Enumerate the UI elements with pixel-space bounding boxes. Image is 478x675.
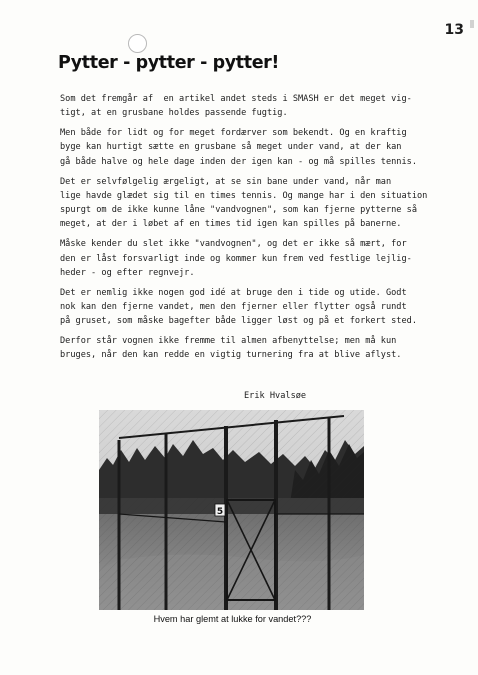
paragraph-line: lige havde glædet sig til en times tennis. Og mange har i den situation	[60, 190, 428, 201]
paragraph-line: Måske kender du slet ikke "vandvognen", og det er ikke så mært, for	[60, 239, 407, 250]
photo-caption: Hvem har glemt at lukke for vandet???	[153, 614, 312, 624]
article-paragraph	[60, 237, 460, 279]
paragraph-line: Men både for lidt og for meget fordærver som bekendt. Og en kraftig	[60, 128, 407, 139]
paragraph-line: Det er selvfølgelig ærgeligt, at se sin bane under vand, når man	[60, 176, 392, 187]
page-edge-mark	[470, 20, 474, 28]
paragraph-line: meget, at der i løbet af en times tid igen kan spilles på banerne.	[60, 219, 402, 230]
paragraph-line: Derfor står vognen ikke fremme til almen afbenyttelse; men må kun	[60, 336, 397, 347]
paragraph-line: nok kan den fjerne vandet, men den fjerner eller flytter også rundt	[60, 301, 407, 312]
paragraph-line: gå både halve og hele dage inden der igen kan - og må spilles tennis.	[60, 156, 417, 167]
punch-hole	[128, 34, 147, 53]
paragraph-line: byge kan hurtigt sætte en grusbane så meget under vand, at der kan	[60, 142, 402, 153]
paragraph-line: Det er nemlig ikke nogen god idé at bruge den i tide og utide. Godt	[60, 287, 407, 298]
article-body	[60, 92, 460, 369]
article-paragraph	[60, 334, 460, 362]
paragraph-line: Som det fremgår af en artikel andet steds i SMASH er det meget vig-	[60, 94, 412, 104]
author-signature: Erik Hvalsøe	[244, 391, 307, 401]
court-number-text: 5	[216, 507, 224, 517]
paragraph-line: på gruset, som måske bagefter både ligger løst og på et forkert sted.	[60, 316, 417, 327]
article-headline: Pytter - pytter - pytter!	[58, 53, 279, 73]
article-paragraph	[60, 126, 460, 168]
article-photo	[99, 410, 364, 610]
article-paragraph	[60, 286, 460, 328]
paragraph-line: spurgt om de ikke kunne låne "vandvognen", som kan fjerne pytterne så	[60, 205, 417, 216]
tennis-court-fence-photo	[99, 410, 364, 610]
paragraph-line: den er låst forsvarligt inde og kommer kun frem ved festlige lejlig-	[60, 253, 412, 264]
paragraph-line: tigt, at en grusbane holdes passende fugtig.	[60, 108, 288, 119]
paragraph-line: heder - og efter regnvejr.	[60, 267, 195, 278]
paragraph-line: bruges, når den kan redde en vigtig turnering fra at blive aflyst.	[60, 350, 402, 361]
article-paragraph	[60, 92, 460, 120]
article-paragraph	[60, 175, 460, 231]
page-number: 13	[444, 22, 464, 38]
